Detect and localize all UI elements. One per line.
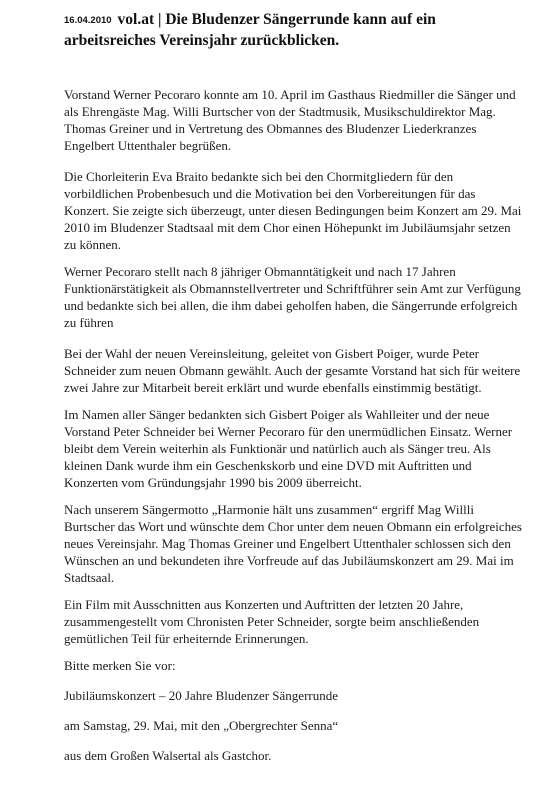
paragraph-film: Ein Film mit Ausschnitten aus Konzerten und Auftritten der letzten 20 Jahre, zusammengestellt vom Chronisten Peter Schneider, sorgte beim anschließenden gemütlichen Teil für erheiternde Erinnerungen. (64, 597, 480, 646)
article-body (64, 86, 522, 777)
paragraph-choir-leader: Die Chorleiterin Eva Braito bedankte sich bei den Chormitgliedern für den vorbildlichen Probenbesuch und die Motivation bei den Vorbereitungen für das Konzert. Sie zeigte sich überzeugt, unter diesen Bedingungen beim Konzert am 29. Mai 2010 im Bludenzer Stadtsaal mit dem Chor einen Höhepunkt im Jubiläumsjahr setzen zu können. (64, 169, 522, 252)
paragraph-resignation: Werner Pecoraro stellt nach 8 jähriger Obmanntätigkeit und nach 17 Jahren Funktionärstätigkeit als Obmannstellvertreter und Schriftführer sein Amt zur Verfügung und bedankte sich bei allen, die ihm dabei geholfen haben, die Sängerrunde erfolgreich zu führen (64, 264, 521, 330)
paragraph-election: Bei der Wahl der neuen Vereinsleitung, geleitet von Gisbert Poiger, wurde Peter Schneider zum neuen Obmann gewählt. Auch der gesamte Vorstand hat sich für weitere zwei Jahre zur Mitarbeit bereit erklärt und wurde ebenfalls einstimmig bestätigt. (64, 346, 521, 395)
paragraph-concert: Jubiläumskonzert – 20 Jahre Bludenzer Sängerrunde (64, 688, 339, 703)
paragraph-greeting: Vorstand Werner Pecoraro konnte am 10. April im Gasthaus Riedmiller die Sänger und als Ehrengäste Mag. Willi Burtscher von der Stadtmusik, Musikschuldirektor Mag. Thomas Greiner und in Vertretung des Obmannes des Bludenzer Liederkranzes Engelbert Uttenthaler begrüßen. (64, 87, 516, 153)
paragraph-date-guest: am Samstag, 29. Mai, mit den „Obergrechter Senna“ (64, 718, 339, 733)
paragraph-guest-choir: aus dem Großen Walsertal als Gastchor. (64, 748, 272, 763)
article-headline: Die Bludenzer Sängerrunde kann auf ein arbeitsreiches Vereinsjahr zurückblicken. (64, 11, 436, 49)
header-separator: | (158, 11, 162, 28)
article-header (64, 10, 524, 51)
paragraph-thanks: Im Namen aller Sänger bedankten sich Gisbert Poiger als Wahlleiter und der neue Vorstand Peter Schneider bei Werner Pecoraro für den unermüdlichen Einsatz. Werner bleibt dem Verein weiterhin als Funktionär und natürlich auch als Sänger treu. Als kleinen Dank wurde ihm ein Geschenkskorb und eine DVD mit Auftritten und Konzerten vom Gründungsjahr 1990 bis 2009 überreicht. (64, 407, 513, 490)
article-date: 16.04.2010 (64, 15, 112, 26)
article-source: vol.at (117, 11, 155, 28)
paragraph-note-intro: Bitte merken Sie vor: (64, 658, 176, 673)
paragraph-motto: Nach unserem Sängermotto „Harmonie hält uns zusammen“ ergriff Mag Willli Burtscher das Wort und wünschte dem Chor unter dem neuen Obmann ein erfolgreiches neues Vereinsjahr. Mag Thomas Greiner und Engelbert Uttenthaler schlossen sich den Wünschen an und bekundeten ihre Vorfreude auf das Jubiläumskonzert am 29. Mai im Stadtsaal. (64, 502, 522, 585)
